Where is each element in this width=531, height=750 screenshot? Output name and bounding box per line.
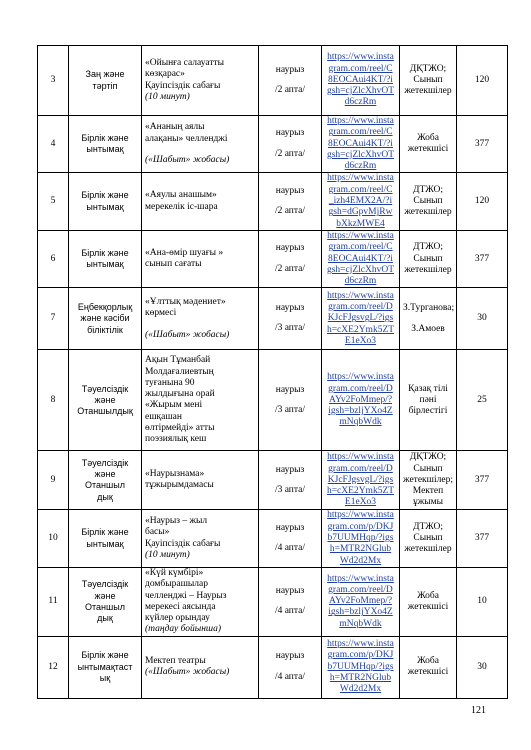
instagram-link[interactable]: gram.com/reel/C — [328, 127, 393, 138]
table-row — [38, 567, 508, 636]
responsible-line: жетекшілер — [404, 207, 452, 218]
direction-line: Еңбекқорлық — [77, 302, 133, 312]
instagram-link[interactable]: gsh=dGpvMjRw — [328, 207, 393, 218]
row-number — [38, 116, 69, 173]
instagram-link[interactable]: https://www.insta — [327, 372, 394, 383]
responsible-line: жетекшілер — [404, 264, 452, 275]
event-line: Қауіпсіздік сабағы — [145, 538, 221, 549]
responsible-line: Жоба — [417, 590, 439, 601]
instagram-link[interactable]: d6czRm — [344, 161, 377, 172]
event-line: Қауіпсіздік сабағы — [145, 80, 221, 91]
instagram-link[interactable]: mNqbWdk — [339, 618, 382, 629]
event-cell — [142, 46, 259, 116]
instagram-link[interactable]: Wd2d2Mx — [339, 684, 382, 695]
responsible-cell — [400, 567, 457, 636]
participant-count — [457, 116, 508, 173]
time-line: /4 апта/ — [274, 671, 306, 682]
responsible-line: жетекшілер; — [403, 474, 453, 485]
responsible-line: ДҚТЖО; — [409, 452, 447, 463]
instagram-link[interactable]: KJcFJgsvgL/?igs — [327, 474, 394, 485]
responsible-line: ДҚТЖО; — [409, 63, 447, 74]
direction-line: және — [94, 394, 116, 405]
instagram-link[interactable]: https://www.insta — [327, 510, 394, 521]
table-row — [38, 46, 508, 116]
event-line: күйлер орындау — [145, 613, 210, 624]
direction-line: ынтымақ — [86, 201, 124, 212]
event-line: «Аяулы анашым» — [145, 190, 217, 201]
event-line: басы» — [145, 527, 170, 538]
instagram-link[interactable]: gram.com/reel/D — [328, 463, 393, 474]
row-number-text: 9 — [50, 474, 56, 485]
responsible-cell — [400, 230, 457, 287]
responsible-line: бірлестігі — [408, 406, 448, 417]
event-line: поэзиялық кеш — [145, 434, 207, 445]
event-line: («Шабыт» жобасы) — [145, 329, 230, 340]
responsible-line: жетекшісі — [407, 601, 449, 612]
direction-cell — [69, 350, 142, 451]
instagram-link[interactable]: gram.com/p/DKJ — [327, 521, 394, 532]
instagram-link[interactable]: gram.com/reel/C — [328, 242, 393, 253]
event-line: тұжырымдамасы — [145, 480, 214, 491]
row-number-text: 3 — [50, 74, 56, 85]
direction-cell — [69, 451, 142, 510]
time-cell — [259, 288, 322, 350]
event-line: («Шабыт» жобасы) — [145, 154, 230, 165]
time-line: /2 апта/ — [274, 148, 306, 159]
event-line: Ақын Тұманбай — [145, 355, 211, 366]
participant-count-text: 120 — [474, 196, 490, 207]
participant-count-text: 25 — [477, 394, 487, 405]
direction-line: Тәуелсіздік — [81, 383, 129, 394]
direction-line: Отаншыл — [85, 480, 125, 491]
direction-cell — [69, 230, 142, 287]
time-line: /2 апта/ — [274, 85, 306, 95]
row-number — [38, 350, 69, 451]
event-cell — [142, 350, 259, 451]
time-line: наурыз — [275, 64, 305, 75]
event-line: (таңдау бойынша) — [145, 624, 222, 635]
time-cell — [259, 230, 322, 287]
page-number: 121 — [471, 705, 486, 716]
direction-line: Бірлік және — [81, 247, 129, 258]
table-row — [38, 230, 508, 287]
direction-line: Отаншылдық — [77, 406, 133, 417]
instagram-link[interactable]: https://www.insta — [327, 173, 394, 184]
instagram-link[interactable]: h=MTR2NGlub — [329, 672, 392, 683]
instagram-link[interactable]: bXkzMWE4 — [336, 218, 385, 229]
row-number-text: 11 — [48, 596, 58, 607]
event-line: «Наурыз – жыл — [145, 516, 208, 527]
time-cell — [259, 510, 322, 567]
direction-line: және — [94, 590, 116, 601]
responsible-line: жетекшілер — [404, 544, 452, 555]
direction-cell — [69, 288, 142, 350]
time-line: наурыз — [275, 586, 305, 597]
direction-line: дық — [97, 613, 113, 624]
direction-cell — [69, 567, 142, 636]
table-row — [38, 451, 508, 510]
instagram-link[interactable]: 8EOCAui4KT/?i — [328, 74, 393, 85]
table-row — [38, 350, 508, 451]
participant-count — [457, 350, 508, 451]
row-number-text: 10 — [48, 533, 58, 544]
table-row — [38, 173, 508, 230]
time-line: наурыз — [275, 384, 305, 395]
event-line: көзқарас» — [145, 69, 185, 80]
row-number — [38, 173, 69, 230]
instagram-link[interactable]: gram.com/p/DKJ — [327, 650, 394, 661]
direction-line: ынтымақ — [86, 259, 124, 270]
event-cell — [142, 567, 259, 636]
instagram-link[interactable]: h=MTR2NGlub — [329, 544, 392, 555]
time-cell — [259, 567, 322, 636]
time-line: /3 апта/ — [274, 484, 306, 495]
event-line: «Күй күмбірі» — [145, 567, 204, 578]
direction-line: ынтымақ — [86, 144, 124, 155]
row-number — [38, 230, 69, 287]
instagram-link[interactable]: d6czRm — [344, 276, 377, 287]
participant-count-text: 10 — [477, 596, 487, 607]
event-line: «Ана-өмір шуағы » — [145, 247, 224, 258]
direction-line: және — [94, 469, 116, 480]
instagram-link[interactable]: mNqbWdk — [339, 417, 382, 428]
instagram-link[interactable]: E1eXo3 — [344, 335, 377, 346]
link-cell — [322, 636, 400, 698]
table-row — [38, 636, 508, 698]
event-line: жылдығына орай — [145, 389, 215, 400]
event-line: «Ананың аялы — [145, 122, 205, 133]
event-cell — [142, 173, 259, 230]
table-row — [38, 288, 508, 350]
responsible-cell — [400, 173, 457, 230]
direction-line: Тәуелсіздік — [81, 579, 129, 590]
responsible-line: жетекшісі — [407, 667, 449, 678]
instagram-link[interactable]: E1eXo3 — [344, 497, 377, 508]
direction-line: Отаншыл — [85, 601, 125, 612]
direction-line: Бірлік және — [81, 132, 129, 143]
instagram-link[interactable]: Wd2d2Mx — [339, 555, 382, 566]
time-cell — [259, 350, 322, 451]
instagram-link[interactable]: https://www.insta — [327, 573, 394, 584]
participant-count-text: 30 — [477, 661, 487, 672]
instagram-link[interactable]: igsh=bzljYXo4Z — [328, 406, 393, 417]
table-row — [38, 510, 508, 567]
responsible-line: ДТЖО; — [412, 521, 444, 532]
event-line: «Ұлттық мәдениет» — [145, 297, 226, 307]
event-line: ешқашан — [145, 411, 182, 422]
responsible-line: ДТЖО; — [412, 184, 444, 195]
participant-count-text: 377 — [474, 253, 490, 264]
time-line: наурыз — [275, 128, 305, 139]
direction-line: дық — [97, 491, 113, 502]
responsible-line: Сынып — [413, 196, 443, 207]
time-line: наурыз — [275, 185, 305, 196]
time-cell — [259, 636, 322, 698]
participant-count — [457, 46, 508, 116]
event-cell — [142, 510, 259, 567]
instagram-link[interactable]: https://www.insta — [327, 230, 394, 241]
link-cell — [322, 288, 400, 350]
participant-count — [457, 636, 508, 698]
link-cell — [322, 116, 400, 173]
row-number — [38, 451, 69, 510]
participant-count-text: 30 — [477, 313, 487, 324]
participant-count — [457, 510, 508, 567]
responsible-cell — [400, 636, 457, 698]
time-line: наурыз — [275, 303, 305, 314]
instagram-link[interactable]: h=cXE2Ymk5ZT — [326, 486, 395, 497]
participant-count-text: 377 — [474, 533, 490, 544]
time-line: /2 апта/ — [274, 206, 306, 217]
participant-count — [457, 567, 508, 636]
row-number — [38, 636, 69, 698]
link-cell — [322, 451, 400, 510]
responsible-line: Сынып — [413, 533, 443, 544]
event-line: домбырашылар — [145, 579, 209, 590]
direction-line: ынтымақ — [86, 538, 124, 549]
instagram-link[interactable]: gram.com/reel/D — [328, 584, 393, 595]
event-line: көрмесі — [145, 308, 177, 319]
instagram-link[interactable]: gram.com/reel/C — [328, 184, 393, 195]
row-number-text: 6 — [50, 253, 56, 264]
event-line: «Жырым мені — [145, 400, 203, 411]
event-cell — [142, 230, 259, 287]
row-number-text: 8 — [50, 394, 56, 405]
time-line: наурыз — [275, 522, 305, 533]
participant-count — [457, 451, 508, 510]
event-line: (10 минут) — [145, 549, 190, 560]
event-cell — [142, 116, 259, 173]
instagram-link[interactable]: https://www.insta — [327, 290, 394, 301]
instagram-link[interactable]: gsh=cjZlcXhvOT — [326, 149, 395, 160]
time-cell — [259, 173, 322, 230]
responsible-line: Жоба — [417, 132, 439, 143]
instagram-link[interactable]: https://www.insta — [327, 638, 394, 649]
instagram-link[interactable]: 8EOCAui4KT/?i — [328, 138, 393, 149]
instagram-link[interactable]: b7UUMHqp/?igs — [327, 533, 394, 544]
row-number-text: 4 — [50, 138, 56, 149]
link-cell — [322, 510, 400, 567]
event-line: Мектеп театры — [145, 655, 206, 666]
responsible-line: З.Амоев — [411, 323, 445, 334]
event-line: Молдағалиевтың — [145, 366, 214, 377]
event-cell — [142, 288, 259, 350]
responsible-line: З.Турганова; — [403, 302, 455, 313]
responsible-line: Сынып — [413, 74, 443, 85]
responsible-line: пәні — [419, 394, 437, 405]
instagram-link[interactable]: KJcFJgsvgL/?igs — [327, 313, 394, 324]
link-cell — [322, 567, 400, 636]
direction-line: Заң және — [85, 69, 125, 80]
responsible-cell — [400, 510, 457, 567]
time-line: /3 апта/ — [274, 404, 306, 415]
time-line: /4 апта/ — [274, 606, 306, 617]
event-line: туғанына 90 — [145, 377, 195, 388]
event-line: «Ойынға салауатты — [145, 57, 225, 68]
event-line: «Наурызнама» — [145, 469, 205, 480]
instagram-link[interactable]: b7UUMHqp/?igs — [327, 661, 394, 672]
direction-line: Тәуелсіздік — [81, 457, 129, 468]
responsible-line: Мектеп — [412, 486, 444, 497]
instagram-link[interactable]: 8EOCAui4KT/?i — [328, 253, 393, 264]
row-number — [38, 288, 69, 350]
direction-line: Бірлік және — [81, 527, 129, 538]
responsible-line: Қазақ тілі — [408, 383, 448, 394]
time-line: /4 апта/ — [274, 543, 306, 554]
direction-line: ық — [99, 672, 111, 683]
instagram-link[interactable]: gsh=cjZlcXhvOT — [326, 86, 395, 97]
event-line: челленджі – Наурыз — [145, 590, 227, 601]
time-line: наурыз — [275, 651, 305, 662]
table-body — [38, 46, 508, 699]
link-cell — [322, 230, 400, 287]
time-cell — [259, 116, 322, 173]
instagram-link[interactable]: igsh=bzljYXo4Z — [328, 607, 393, 618]
direction-line: тәртіп — [92, 80, 118, 91]
direction-line: ынтымақтаст — [77, 661, 133, 672]
time-cell — [259, 46, 322, 116]
event-line: мерекелік іс-шара — [145, 201, 218, 212]
instagram-link[interactable]: https://www.insta — [327, 52, 394, 63]
row-number — [38, 510, 69, 567]
row-number-text: 12 — [48, 661, 58, 672]
row-number — [38, 567, 69, 636]
event-cell — [142, 451, 259, 510]
time-line: /2 апта/ — [274, 263, 306, 274]
event-cell — [142, 636, 259, 698]
instagram-link[interactable]: _izh4EMX2A/?i — [328, 196, 393, 207]
direction-cell — [69, 510, 142, 567]
event-line: өлтірмейді» атты — [145, 423, 215, 434]
direction-line: Бірлік және — [81, 650, 129, 661]
instagram-link[interactable]: gram.com/reel/D — [328, 302, 393, 312]
responsible-cell — [400, 116, 457, 173]
instagram-link[interactable]: https://www.insta — [327, 116, 394, 126]
direction-line: Бірлік және — [81, 190, 129, 201]
responsible-line: Сынып — [413, 253, 443, 264]
row-number — [38, 46, 69, 116]
participant-count-text: 377 — [474, 138, 490, 149]
row-number-text: 5 — [50, 196, 56, 207]
link-cell — [322, 173, 400, 230]
direction-cell — [69, 116, 142, 173]
responsible-cell — [400, 46, 457, 116]
time-line: наурыз — [275, 464, 305, 475]
responsible-line: Сынып — [413, 463, 443, 474]
instagram-link[interactable]: gsh=cjZlcXhvOT — [326, 264, 395, 275]
participant-count — [457, 288, 508, 350]
row-number-text: 7 — [50, 313, 56, 324]
event-line: алақаны» челленджі — [145, 133, 228, 144]
instagram-link[interactable]: d6czRm — [344, 97, 377, 108]
participant-count-text: 120 — [474, 74, 490, 85]
table-row — [38, 116, 508, 173]
instagram-link[interactable]: https://www.insta — [327, 452, 394, 463]
event-line: сынып сағаты — [145, 259, 202, 270]
responsible-line: жетекшісі — [407, 144, 449, 155]
link-cell — [322, 46, 400, 116]
responsible-line: жетекшілер — [404, 86, 452, 97]
time-cell — [259, 451, 322, 510]
event-line: (10 минут) — [145, 91, 190, 102]
participant-count-text: 377 — [474, 474, 490, 485]
time-line: /3 апта/ — [274, 323, 306, 334]
direction-cell — [69, 173, 142, 230]
responsible-line: ұжымы — [412, 497, 444, 508]
responsible-cell — [400, 350, 457, 451]
participant-count — [457, 230, 508, 287]
link-cell — [322, 350, 400, 451]
instagram-link[interactable]: gram.com/reel/C — [328, 63, 393, 74]
instagram-link[interactable]: gram.com/reel/D — [328, 383, 393, 394]
activities-table — [37, 45, 508, 699]
direction-line: және кәсіби — [80, 313, 130, 324]
responsible-line: ДТЖО; — [412, 242, 444, 253]
participant-count — [457, 173, 508, 230]
instagram-link[interactable]: AYv2FoMmep/? — [328, 596, 393, 607]
responsible-cell — [400, 451, 457, 510]
responsible-cell — [400, 288, 457, 350]
direction-cell — [69, 636, 142, 698]
direction-line: біліктілік — [87, 324, 123, 335]
time-line: наурыз — [275, 243, 305, 254]
event-line: мерекесі аясында — [145, 601, 216, 612]
direction-cell — [69, 46, 142, 116]
event-line: («Шабыт» жобасы) — [145, 667, 230, 678]
responsible-line: Жоба — [417, 655, 439, 666]
instagram-link[interactable]: AYv2FoMmep/? — [328, 394, 393, 405]
instagram-link[interactable]: h=cXE2Ymk5ZT — [326, 324, 395, 335]
